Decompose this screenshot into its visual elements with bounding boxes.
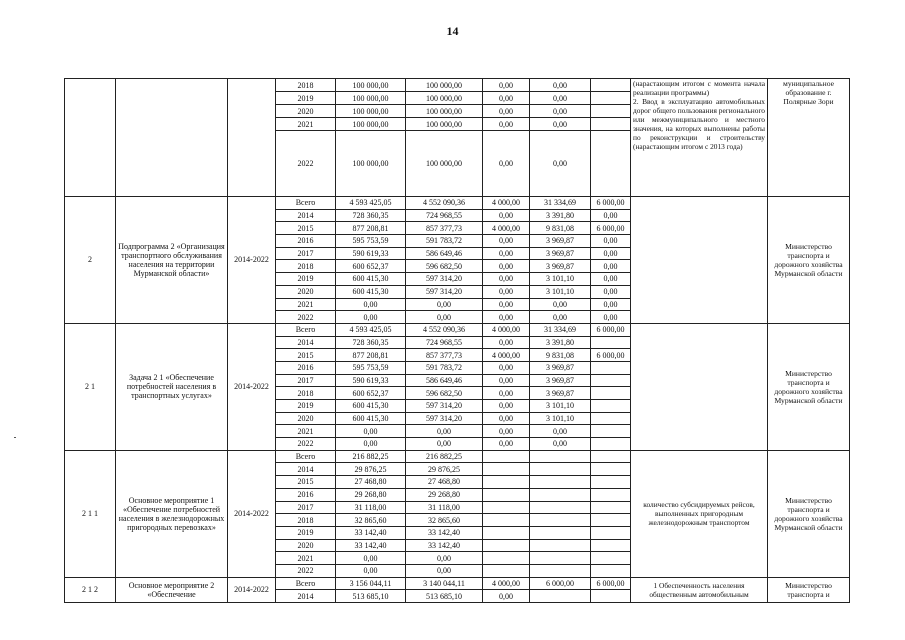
amount-cell: 6 000,00 — [591, 222, 631, 235]
amount-cell — [483, 564, 530, 577]
year-cell: 2016 — [276, 488, 336, 501]
amount-cell: 0,00 — [336, 564, 406, 577]
executor-cell: Министерство транспорта и дорожного хозяйства Мурманской области — [768, 197, 850, 324]
amount-cell: 0,00 — [336, 311, 406, 324]
amount-cell — [483, 450, 530, 463]
year-cell: 2017 — [276, 374, 336, 387]
amount-cell: 597 314,20 — [406, 412, 483, 425]
amount-cell — [483, 514, 530, 527]
amount-cell: 0,00 — [406, 552, 483, 565]
amount-cell: 3 969,87 — [530, 361, 591, 374]
amount-cell: 100 000,00 — [336, 92, 406, 105]
amount-cell: 0,00 — [591, 235, 631, 248]
num-cell — [65, 79, 116, 197]
amount-cell — [591, 92, 631, 105]
period-cell: 2014-2022 — [228, 323, 276, 450]
amount-cell: 597 314,20 — [406, 285, 483, 298]
amount-cell: 100 000,00 — [336, 118, 406, 131]
amount-cell: 0,00 — [591, 273, 631, 286]
amount-cell: 33 142,40 — [336, 539, 406, 552]
amount-cell: 3 101,10 — [530, 400, 591, 413]
amount-cell: 0,00 — [530, 118, 591, 131]
amount-cell — [591, 131, 631, 197]
amount-cell: 600 415,30 — [336, 273, 406, 286]
amount-cell — [530, 463, 591, 476]
amount-cell: 591 783,72 — [406, 235, 483, 248]
amount-cell: 29 876,25 — [336, 463, 406, 476]
amount-cell: 6 000,00 — [530, 577, 591, 590]
amount-cell: 0,00 — [406, 298, 483, 311]
amount-cell: 4 552 090,36 — [406, 323, 483, 336]
year-cell: 2022 — [276, 311, 336, 324]
table-row — [65, 323, 850, 336]
amount-cell — [591, 501, 631, 514]
year-cell: 2020 — [276, 412, 336, 425]
amount-cell: 3 156 044,11 — [336, 577, 406, 590]
amount-cell — [591, 336, 631, 349]
amount-cell: 29 876,25 — [406, 463, 483, 476]
amount-cell — [591, 552, 631, 565]
amount-cell: 0,00 — [483, 336, 530, 349]
year-cell: 2014 — [276, 590, 336, 603]
amount-cell: 0,00 — [483, 311, 530, 324]
page-number: 14 — [446, 24, 459, 38]
year-cell: 2018 — [276, 514, 336, 527]
program-name: Задача 2 1 «Обеспечение потребностей населения в транспортных услугах» — [116, 323, 228, 450]
amount-cell: 3 969,87 — [530, 260, 591, 273]
year-cell: 2020 — [276, 539, 336, 552]
indicator-cell: количество субсидируемых рейсов, выполненных пригородным железнодорожным транспортом — [631, 450, 768, 577]
amount-cell: 3 969,87 — [530, 374, 591, 387]
amount-cell: 857 377,73 — [406, 349, 483, 362]
amount-cell: 0,00 — [530, 438, 591, 451]
amount-cell: 9 831,08 — [530, 222, 591, 235]
amount-cell: 595 753,59 — [336, 361, 406, 374]
amount-cell: 0,00 — [483, 260, 530, 273]
amount-cell: 0,00 — [483, 387, 530, 400]
table-row — [65, 450, 850, 463]
amount-cell: 216 882,25 — [406, 450, 483, 463]
amount-cell: 3 391,80 — [530, 336, 591, 349]
amount-cell: 0,00 — [483, 118, 530, 131]
amount-cell: 600 415,30 — [336, 285, 406, 298]
amount-cell — [530, 552, 591, 565]
indicator-cell — [631, 197, 768, 324]
amount-cell — [483, 488, 530, 501]
amount-cell: 100 000,00 — [406, 131, 483, 197]
year-cell: 2014 — [276, 336, 336, 349]
amount-cell: 31 334,69 — [530, 323, 591, 336]
amount-cell: 0,00 — [530, 131, 591, 197]
year-cell: 2014 — [276, 209, 336, 222]
amount-cell — [483, 463, 530, 476]
amount-cell: 6 000,00 — [591, 349, 631, 362]
period-cell: 2014-2022 — [228, 577, 276, 602]
amount-cell: 3 969,87 — [530, 387, 591, 400]
year-cell: 2017 — [276, 501, 336, 514]
year-cell: 2016 — [276, 235, 336, 248]
amount-cell: 0,00 — [530, 311, 591, 324]
amount-cell: 27 468,80 — [336, 476, 406, 489]
amount-cell: 596 682,50 — [406, 260, 483, 273]
amount-cell — [530, 590, 591, 603]
amount-cell: 0,00 — [483, 273, 530, 286]
table-row — [65, 577, 850, 590]
amount-cell — [591, 374, 631, 387]
amount-cell: 4 000,00 — [483, 197, 530, 210]
amount-cell: 0,00 — [336, 438, 406, 451]
amount-cell: 591 783,72 — [406, 361, 483, 374]
amount-cell: 3 969,87 — [530, 247, 591, 260]
amount-cell: 9 831,08 — [530, 349, 591, 362]
year-cell: 2022 — [276, 438, 336, 451]
program-name: Подпрограмма 2 «Организация транспортного обслуживания населения на территории Мурманской области» — [116, 197, 228, 324]
amount-cell — [530, 501, 591, 514]
amount-cell — [591, 79, 631, 92]
amount-cell: 597 314,20 — [406, 273, 483, 286]
amount-cell: 4 000,00 — [483, 222, 530, 235]
year-cell: 2020 — [276, 285, 336, 298]
amount-cell: 0,00 — [530, 298, 591, 311]
amount-cell: 3 101,10 — [530, 273, 591, 286]
amount-cell: 0,00 — [406, 311, 483, 324]
amount-cell: 33 142,40 — [406, 526, 483, 539]
amount-cell: 596 682,50 — [406, 387, 483, 400]
year-cell: Всего — [276, 450, 336, 463]
amount-cell — [483, 526, 530, 539]
amount-cell: 0,00 — [483, 209, 530, 222]
amount-cell — [591, 463, 631, 476]
amount-cell: 216 882,25 — [336, 450, 406, 463]
amount-cell — [483, 476, 530, 489]
amount-cell: 100 000,00 — [336, 131, 406, 197]
year-cell: 2018 — [276, 79, 336, 92]
amount-cell: 513 685,10 — [336, 590, 406, 603]
amount-cell: 0,00 — [530, 92, 591, 105]
amount-cell — [530, 476, 591, 489]
year-cell: 2018 — [276, 387, 336, 400]
amount-cell — [591, 476, 631, 489]
executor-cell: Министерство транспорта и — [768, 577, 850, 602]
year-cell: 2020 — [276, 105, 336, 118]
amount-cell: 728 360,35 — [336, 209, 406, 222]
amount-cell: 590 619,33 — [336, 247, 406, 260]
amount-cell: 100 000,00 — [336, 79, 406, 92]
amount-cell: 0,00 — [591, 298, 631, 311]
amount-cell — [591, 105, 631, 118]
amount-cell: 27 468,80 — [406, 476, 483, 489]
table-row — [65, 79, 850, 92]
amount-cell — [483, 501, 530, 514]
amount-cell: 29 268,80 — [406, 488, 483, 501]
amount-cell: 3 101,10 — [530, 285, 591, 298]
program-name: Основное мероприятие 2 «Обеспечение — [116, 577, 228, 602]
year-cell: 2022 — [276, 564, 336, 577]
executor-cell: муниципальное образование г. Полярные Зори — [768, 79, 850, 197]
amount-cell: 100 000,00 — [336, 105, 406, 118]
amount-cell: 0,00 — [483, 285, 530, 298]
amount-cell — [591, 425, 631, 438]
amount-cell: 3 140 044,11 — [406, 577, 483, 590]
name-cell — [116, 79, 228, 197]
amount-cell: 877 208,81 — [336, 222, 406, 235]
amount-cell: 724 968,55 — [406, 209, 483, 222]
amount-cell: 0,00 — [406, 425, 483, 438]
amount-cell — [591, 514, 631, 527]
amount-cell: 0,00 — [483, 400, 530, 413]
amount-cell: 0,00 — [591, 209, 631, 222]
amount-cell: 597 314,20 — [406, 400, 483, 413]
amount-cell: 33 142,40 — [406, 539, 483, 552]
amount-cell: 0,00 — [336, 552, 406, 565]
program-name: Основное мероприятие 1 «Обеспечение потребностей населения в железнодорожных пригородных перевозках» — [116, 450, 228, 577]
amount-cell: 0,00 — [483, 425, 530, 438]
amount-cell: 4 000,00 — [483, 349, 530, 362]
amount-cell: 0,00 — [406, 438, 483, 451]
scan-speck — [14, 437, 16, 438]
amount-cell: 590 619,33 — [336, 374, 406, 387]
year-cell: 2014 — [276, 463, 336, 476]
amount-cell: 29 268,80 — [336, 488, 406, 501]
amount-cell: 513 685,10 — [406, 590, 483, 603]
amount-cell: 0,00 — [483, 412, 530, 425]
year-cell: 2022 — [276, 131, 336, 197]
amount-cell: 586 649,46 — [406, 374, 483, 387]
amount-cell: 600 415,30 — [336, 412, 406, 425]
amount-cell — [483, 539, 530, 552]
amount-cell — [591, 412, 631, 425]
period-cell: 2014-2022 — [228, 450, 276, 577]
amount-cell: 4 593 425,05 — [336, 197, 406, 210]
amount-cell — [591, 526, 631, 539]
program-finance-table — [64, 78, 850, 603]
amount-cell: 100 000,00 — [406, 79, 483, 92]
amount-cell: 3 101,10 — [530, 412, 591, 425]
year-cell: 2021 — [276, 552, 336, 565]
amount-cell: 33 142,40 — [336, 526, 406, 539]
amount-cell: 3 391,80 — [530, 209, 591, 222]
amount-cell: 32 865,60 — [336, 514, 406, 527]
amount-cell: 724 968,55 — [406, 336, 483, 349]
amount-cell: 0,00 — [483, 92, 530, 105]
amount-cell: 3 969,87 — [530, 235, 591, 248]
amount-cell: 0,00 — [591, 247, 631, 260]
year-cell: 2017 — [276, 247, 336, 260]
year-cell: 2015 — [276, 349, 336, 362]
amount-cell: 6 000,00 — [591, 197, 631, 210]
year-cell: 2016 — [276, 361, 336, 374]
amount-cell: 600 652,37 — [336, 260, 406, 273]
amount-cell — [591, 450, 631, 463]
amount-cell: 0,00 — [530, 425, 591, 438]
amount-cell — [591, 400, 631, 413]
year-cell: 2021 — [276, 425, 336, 438]
amount-cell: 0,00 — [530, 79, 591, 92]
indicator-cell: 1 Обеспеченность населения общественным автомобильным — [631, 577, 768, 602]
year-cell: 2021 — [276, 118, 336, 131]
year-cell: 2015 — [276, 476, 336, 489]
amount-cell: 100 000,00 — [406, 118, 483, 131]
amount-cell: 100 000,00 — [406, 92, 483, 105]
amount-cell: 0,00 — [483, 247, 530, 260]
amount-cell: 0,00 — [483, 438, 530, 451]
amount-cell — [591, 539, 631, 552]
amount-cell: 31 334,69 — [530, 197, 591, 210]
executor-cell: Министерство транспорта и дорожного хозяйства Мурманской области — [768, 323, 850, 450]
year-cell: Всего — [276, 323, 336, 336]
executor-cell: Министерство транспорта и дорожного хозяйства Мурманской области — [768, 450, 850, 577]
amount-cell: 0,00 — [336, 425, 406, 438]
amount-cell: 586 649,46 — [406, 247, 483, 260]
amount-cell — [591, 361, 631, 374]
row-number: 2 1 — [65, 323, 116, 450]
amount-cell: 6 000,00 — [591, 323, 631, 336]
amount-cell: 0,00 — [483, 374, 530, 387]
row-number: 2 1 2 — [65, 577, 116, 602]
amount-cell: 6 000,00 — [591, 577, 631, 590]
amount-cell — [591, 564, 631, 577]
year-cell: Всего — [276, 197, 336, 210]
amount-cell — [591, 387, 631, 400]
amount-cell: 32 865,60 — [406, 514, 483, 527]
year-cell: 2015 — [276, 222, 336, 235]
amount-cell — [591, 488, 631, 501]
year-cell: 2019 — [276, 400, 336, 413]
amount-cell: 877 208,81 — [336, 349, 406, 362]
year-cell: 2018 — [276, 260, 336, 273]
row-number: 2 1 1 — [65, 450, 116, 577]
amount-cell: 0,00 — [591, 311, 631, 324]
amount-cell — [530, 564, 591, 577]
amount-cell: 0,00 — [483, 105, 530, 118]
year-cell: 2019 — [276, 92, 336, 105]
amount-cell: 0,00 — [336, 298, 406, 311]
amount-cell — [530, 526, 591, 539]
amount-cell: 0,00 — [483, 79, 530, 92]
amount-cell — [591, 438, 631, 451]
amount-cell: 0,00 — [591, 285, 631, 298]
amount-cell: 0,00 — [406, 564, 483, 577]
amount-cell — [591, 118, 631, 131]
year-cell: Всего — [276, 577, 336, 590]
amount-cell: 0,00 — [591, 260, 631, 273]
amount-cell: 4 552 090,36 — [406, 197, 483, 210]
amount-cell — [530, 514, 591, 527]
table-row — [65, 197, 850, 210]
amount-cell: 595 753,59 — [336, 235, 406, 248]
amount-cell: 728 360,35 — [336, 336, 406, 349]
amount-cell: 0,00 — [483, 298, 530, 311]
amount-cell: 31 118,00 — [406, 501, 483, 514]
year-cell: 2019 — [276, 526, 336, 539]
amount-cell: 0,00 — [530, 105, 591, 118]
amount-cell: 100 000,00 — [406, 105, 483, 118]
year-cell: 2021 — [276, 298, 336, 311]
amount-cell — [530, 450, 591, 463]
amount-cell: 4 593 425,05 — [336, 323, 406, 336]
amount-cell — [530, 488, 591, 501]
period-cell — [228, 79, 276, 197]
year-cell: 2019 — [276, 273, 336, 286]
amount-cell: 600 415,30 — [336, 400, 406, 413]
amount-cell: 4 000,00 — [483, 323, 530, 336]
indicator-cell: (нарастающим итогом с момента начала реализации программы) 2. Ввод в эксплуатацию автомобильных дорог общего пользования регионального или межмуниципального и местного значения, на которых выполнены работы по реконструкции и строительству (нарастающим итогом с 2013 года) — [631, 79, 768, 197]
indicator-cell — [631, 323, 768, 450]
amount-cell — [530, 539, 591, 552]
period-cell: 2014-2022 — [228, 197, 276, 324]
amount-cell: 0,00 — [483, 235, 530, 248]
amount-cell: 0,00 — [483, 590, 530, 603]
amount-cell: 31 118,00 — [336, 501, 406, 514]
amount-cell: 0,00 — [483, 361, 530, 374]
amount-cell: 857 377,73 — [406, 222, 483, 235]
amount-cell: 600 652,37 — [336, 387, 406, 400]
row-number: 2 — [65, 197, 116, 324]
amount-cell — [591, 590, 631, 603]
amount-cell: 0,00 — [483, 131, 530, 197]
amount-cell: 4 000,00 — [483, 577, 530, 590]
amount-cell — [483, 552, 530, 565]
